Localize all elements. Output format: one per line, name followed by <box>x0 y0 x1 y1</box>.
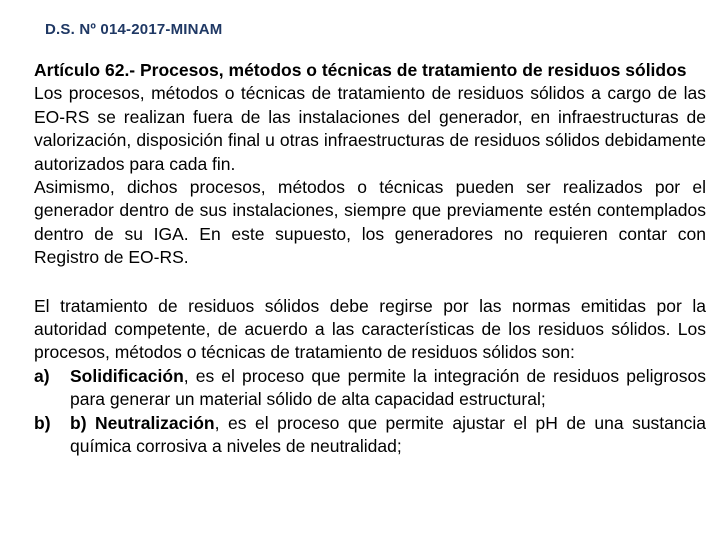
paragraph-spacer <box>34 270 706 295</box>
list-marker: a) <box>34 365 50 386</box>
article-content <box>34 59 706 459</box>
method-term: b) Neutralización <box>70 412 215 433</box>
article-paragraph: Los procesos, métodos o técnicas de tratamiento de residuos sólidos a cargo de las EO-RS se realizan fuera de las instalaciones del generador, en infraestructuras de valorización, disposición final u otras infraestructuras de residuos sólidos debidamente autorizados para cada fin. <box>34 83 706 174</box>
treatment-intro: El tratamiento de residuos sólidos debe regirse por las normas emitidas por la autoridad competente, de acuerdo a las características de los residuos sólidos. Los procesos, métodos o técnicas de tratamiento de residuos sólidos son: <box>34 295 706 363</box>
document-reference: D.S. Nº 014-2017-MINAM <box>45 21 223 38</box>
list-item <box>34 365 706 412</box>
list-item <box>34 412 706 459</box>
method-description: , es el proceso que permite la integración de residuos peligrosos para generar un material sólido de alta capacidad estructural; <box>70 365 706 410</box>
treatment-methods-list <box>34 365 706 459</box>
article-title: Artículo 62.- Procesos, métodos o técnicas de tratamiento de residuos sólidos <box>34 60 687 80</box>
list-marker: b) <box>34 412 51 433</box>
method-term: Solidificación <box>70 365 184 386</box>
article-paragraph: Asimismo, dichos procesos, métodos o técnicas pueden ser realizados por el generador dentro de sus instalaciones, siempre que previamente estén contemplados dentro de su IGA. En este supuesto, los generadores no requieren contar con Registro de EO-RS. <box>34 177 706 268</box>
method-description: , es el proceso que permite ajustar el pH de una sustancia química corrosiva a niveles de neutralidad; <box>70 412 706 457</box>
